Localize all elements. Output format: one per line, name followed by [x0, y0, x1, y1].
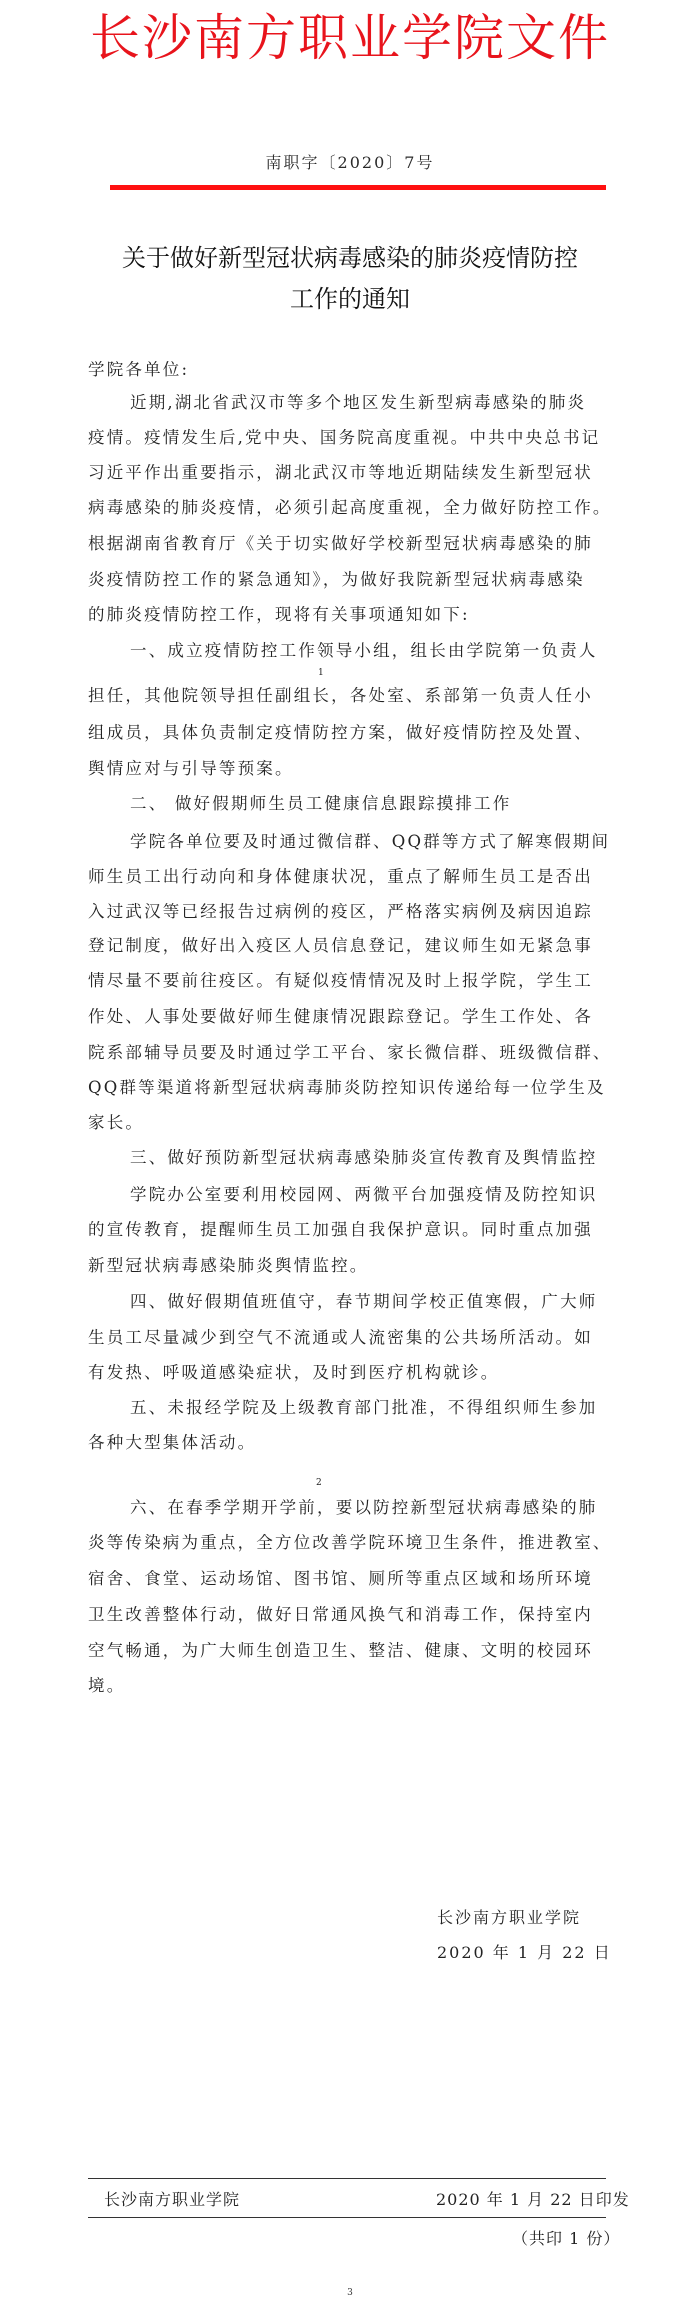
- footer-org: 长沙南方职业学院: [104, 2190, 241, 2209]
- body-line: 新型冠状病毒感染肺炎舆情监控。: [88, 1256, 369, 1275]
- body-line: 疫情。疫情发生后,党中央、国务院高度重视。中共中央总书记: [88, 428, 601, 447]
- body-line: 炎疫情防控工作的紧急通知》，为做好我院新型冠状病毒感染: [88, 570, 585, 589]
- footer-issued-date: 2020 年 1 月 22 日印发: [436, 2190, 630, 2209]
- body-line: 空气畅通，为广大师生创造卫生、整洁、健康、文明的校园环: [88, 1641, 593, 1660]
- body-line: 登记制度，做好出入疫区人员信息登记，建议师生如无紧急事: [88, 936, 593, 955]
- body-line: 学院各单位要及时通过微信群、QQ群等方式了解寒假期间: [130, 832, 611, 851]
- signature-org: 长沙南方职业学院: [437, 1908, 582, 1927]
- footer-copies: （共印 1 份）: [512, 2229, 621, 2248]
- body-line: 宿舍、食堂、运动场馆、图书馆、厕所等重点区域和场所环境: [88, 1569, 593, 1588]
- document-number: 南职字〔2020〕7号: [265, 153, 435, 172]
- body-line: 舆情应对与引导等预案。: [88, 759, 294, 778]
- body-line: 院系部辅导员要及时通过学工平台、家长微信群、班级微信群、: [88, 1043, 612, 1062]
- body-line: 境。: [88, 1676, 126, 1695]
- section-6-heading: 六、在春季学期开学前，要以防控新型冠状病毒感染的肺: [130, 1498, 598, 1517]
- salutation: 学院各单位:: [88, 360, 190, 379]
- signature-date: 2020 年 1 月 22 日: [437, 1943, 612, 1962]
- footnote-mark-2: 2: [316, 1478, 322, 1488]
- header-red-rule: [110, 185, 606, 190]
- section-3-heading: 三、做好预防新型冠状病毒感染肺炎宣传教育及舆情监控: [130, 1148, 598, 1167]
- section-4-heading: 四、做好假期值班值守，春节期间学校正值寒假，广大师: [130, 1292, 598, 1311]
- section-2-heading: 二、 做好假期师生员工健康信息跟踪摸排工作: [130, 794, 512, 813]
- section-5-heading: 五、未报经学院及上级教育部门批准，不得组织师生参加: [130, 1398, 598, 1417]
- body-line: 卫生改善整体行动，做好日常通风换气和消毒工作，保持室内: [88, 1605, 593, 1624]
- body-line: 的宣传教育，提醒师生员工加强自我保护意识。同时重点加强: [88, 1220, 593, 1239]
- body-line: 师生员工出行动向和身体健康状况，重点了解师生员工是否出: [88, 867, 593, 886]
- body-line: 担任，其他院领导担任副组长，各处室、系部第一负责人任小: [88, 686, 593, 705]
- body-line: 有发热、呼吸道感染症状，及时到医疗机构就诊。: [88, 1363, 500, 1382]
- notice-title-line-1: 关于做好新型冠状病毒感染的肺炎疫情防控: [122, 244, 578, 272]
- body-line: 家长。: [88, 1113, 145, 1132]
- body-line: 近期,湖北省武汉市等多个地区发生新型病毒感染的肺炎: [130, 393, 587, 412]
- page-number: 3: [347, 2288, 353, 2298]
- footer-top-rule: [88, 2178, 606, 2179]
- body-line: 病毒感染的肺炎疫情，必须引起高度重视，全力做好防控工作。: [88, 498, 612, 517]
- body-line: 组成员，具体负责制定疫情防控方案，做好疫情防控及处置、: [88, 723, 593, 742]
- body-line: 各种大型集体活动。: [88, 1433, 257, 1452]
- body-line: 情尽量不要前往疫区。有疑似疫情情况及时上报学院，学生工: [88, 971, 593, 990]
- body-line: 的肺炎疫情防控工作，现将有关事项通知如下:: [88, 605, 470, 624]
- body-line: 习近平作出重要指示，湖北武汉市等地近期陆续发生新型冠状: [88, 463, 593, 482]
- issuer-title: 长沙南方职业学院文件: [90, 9, 610, 67]
- body-line: 作处、人事处要做好师生健康情况跟踪登记。学生工作处、各: [88, 1007, 593, 1026]
- body-line: QQ群等渠道将新型冠状病毒肺炎防控知识传递给每一位学生及: [88, 1078, 606, 1097]
- body-line: 学院办公室要利用校园网、两微平台加强疫情及防控知识: [130, 1185, 598, 1204]
- body-line: 根据湖南省教育厅《关于切实做好学校新型冠状病毒感染的肺: [88, 534, 593, 553]
- body-line: 炎等传染病为重点，全方位改善学院环境卫生条件，推进教室、: [88, 1533, 612, 1552]
- section-1-heading: 一、成立疫情防控工作领导小组，组长由学院第一负责人: [130, 641, 598, 660]
- body-line: 入过武汉等已经报告过病例的疫区，严格落实病例及病因追踪: [88, 902, 593, 921]
- footnote-mark-1: 1: [318, 668, 324, 678]
- footer-bottom-rule: [88, 2217, 606, 2218]
- body-line: 生员工尽量减少到空气不流通或人流密集的公共场所活动。如: [88, 1328, 593, 1347]
- notice-title-line-2: 工作的通知: [290, 285, 410, 313]
